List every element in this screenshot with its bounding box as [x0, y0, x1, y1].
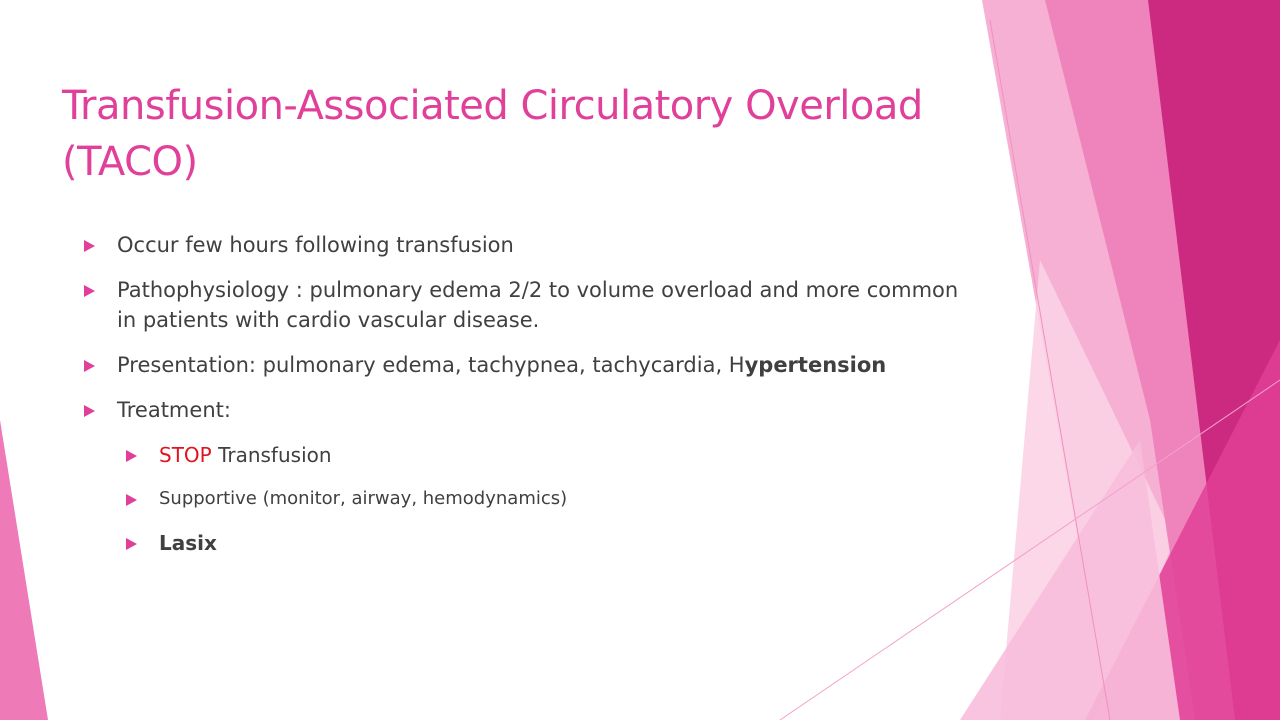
- bullet-text: Presentation: pulmonary edema, tachypnea, tachycardia, H: [117, 353, 745, 377]
- bullet-arrow-icon: [84, 405, 95, 417]
- stop-alert-text: STOP: [159, 443, 212, 467]
- bullet-text: Supportive (monitor, airway, hemodynamics): [159, 488, 568, 509]
- bullet-text: Transfusion: [211, 443, 332, 467]
- sub-bullet-item: [124, 440, 982, 470]
- bullet-item: [82, 230, 982, 260]
- bullet-arrow-icon: [126, 450, 137, 462]
- bullet-text: Occur few hours following transfusion: [117, 233, 514, 257]
- bullet-arrow-icon: [84, 360, 95, 372]
- bullet-arrow-icon: [84, 240, 95, 252]
- bullet-arrow-icon: [126, 494, 137, 506]
- bullet-text-bold: ypertension: [744, 353, 887, 377]
- bullet-list: [82, 230, 982, 572]
- slide-title: Transfusion-Associated Circulatory Overload (TACO): [62, 83, 923, 185]
- sub-bullet-item: [124, 528, 982, 558]
- bullet-item: [82, 350, 982, 380]
- bullet-item: [82, 395, 982, 425]
- deco-left-sliver: [0, 420, 48, 720]
- bullet-text: Pathophysiology : pulmonary edema 2/2 to volume overload and more common in patients with cardio vascular disease.: [117, 278, 959, 332]
- bullet-arrow-icon: [84, 285, 95, 297]
- bullet-text-bold: Lasix: [159, 531, 217, 555]
- bullet-arrow-icon: [126, 538, 137, 550]
- bullet-text: Treatment:: [117, 398, 231, 422]
- sub-bullet-item: [124, 484, 982, 514]
- bullet-item: [82, 275, 982, 335]
